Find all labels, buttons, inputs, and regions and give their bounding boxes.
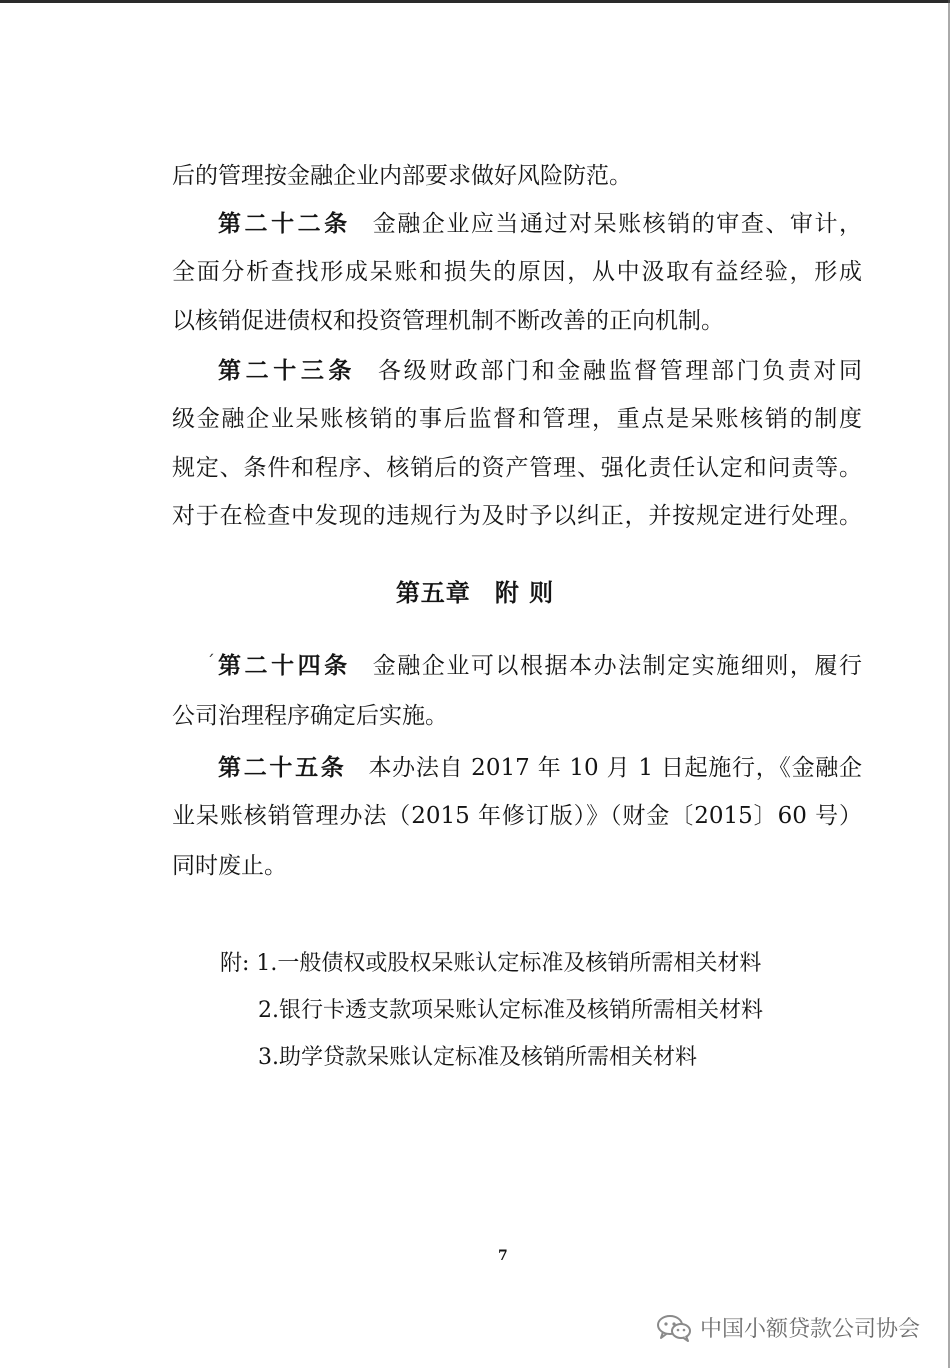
article-23-line-3: 规定、条件和程序、核销后的资产管理、强化责任认定和问责等。: [172, 455, 862, 481]
article-25-label: 第二十五条: [218, 754, 347, 781]
article-22-line-2: 全面分析查找形成呆账和损失的原因，从中汲取有益经验，形成: [172, 259, 862, 285]
chapter-heading: [0, 576, 950, 610]
article-23-line-2: 级金融企业呆账核销的事后监督和管理，重点是呆账核销的制度: [172, 406, 862, 432]
article-24-text-1: 金融企业可以根据本办法制定实施细则，履行: [372, 653, 863, 679]
annex-item-3: 3.助学贷款呆账认定标准及核销所需相关材料: [258, 1045, 697, 1070]
chapter-title: 附 则: [494, 578, 555, 607]
page-number: 7: [498, 1248, 508, 1264]
article-22-line-1: [218, 208, 862, 240]
margin-tick: ˊ: [206, 652, 215, 673]
annex-item-1: [220, 948, 761, 980]
article-23-line-1: [218, 355, 862, 387]
article-25-line-1: [218, 752, 862, 784]
intro-line: 后的管理按金融企业内部要求做好风险防范。: [172, 163, 632, 189]
scan-edge-top: [0, 0, 950, 3]
article-24-line-1: [218, 650, 862, 682]
annex-item-2: 2.银行卡透支款项呆账认定标准及核销所需相关材料: [258, 998, 763, 1023]
chapter-number: 第五章: [395, 578, 471, 607]
article-22-label: 第二十二条: [218, 210, 351, 237]
article-24-line-2: 公司治理程序确定后实施。: [172, 703, 448, 729]
annex-prefix: 附:: [220, 951, 250, 976]
article-23-label: 第二十三条: [218, 357, 357, 384]
watermark-text: 中国小额贷款公司协会: [699, 1317, 920, 1342]
article-25-line-3: 同时废止。: [172, 853, 287, 879]
watermark: [656, 1312, 920, 1343]
article-22-line-3: 以核销促进债权和投资管理机制不断改善的正向机制。: [172, 308, 724, 334]
annex-item-1-text: 1.一般债权或股权呆账认定标准及核销所需相关材料: [256, 951, 762, 976]
article-23-text-1: 各级财政部门和金融监督管理部门负责对同: [378, 358, 863, 384]
article-23-line-4: 对于在检查中发现的违规行为及时予以纠正，并按规定进行处理。: [172, 503, 862, 529]
article-25-line-2: 业呆账核销管理办法（2015 年修订版）》（财金〔2015〕60 号）: [172, 803, 862, 829]
wechat-icon: [656, 1314, 692, 1342]
article-24-label: 第二十四条: [218, 652, 351, 679]
article-25-text-1: 本办法自 2017 年 10 月 1 日起施行，《金融企: [368, 755, 862, 781]
article-22-text-1: 金融企业应当通过对呆账核销的审查、审计，: [372, 211, 863, 237]
